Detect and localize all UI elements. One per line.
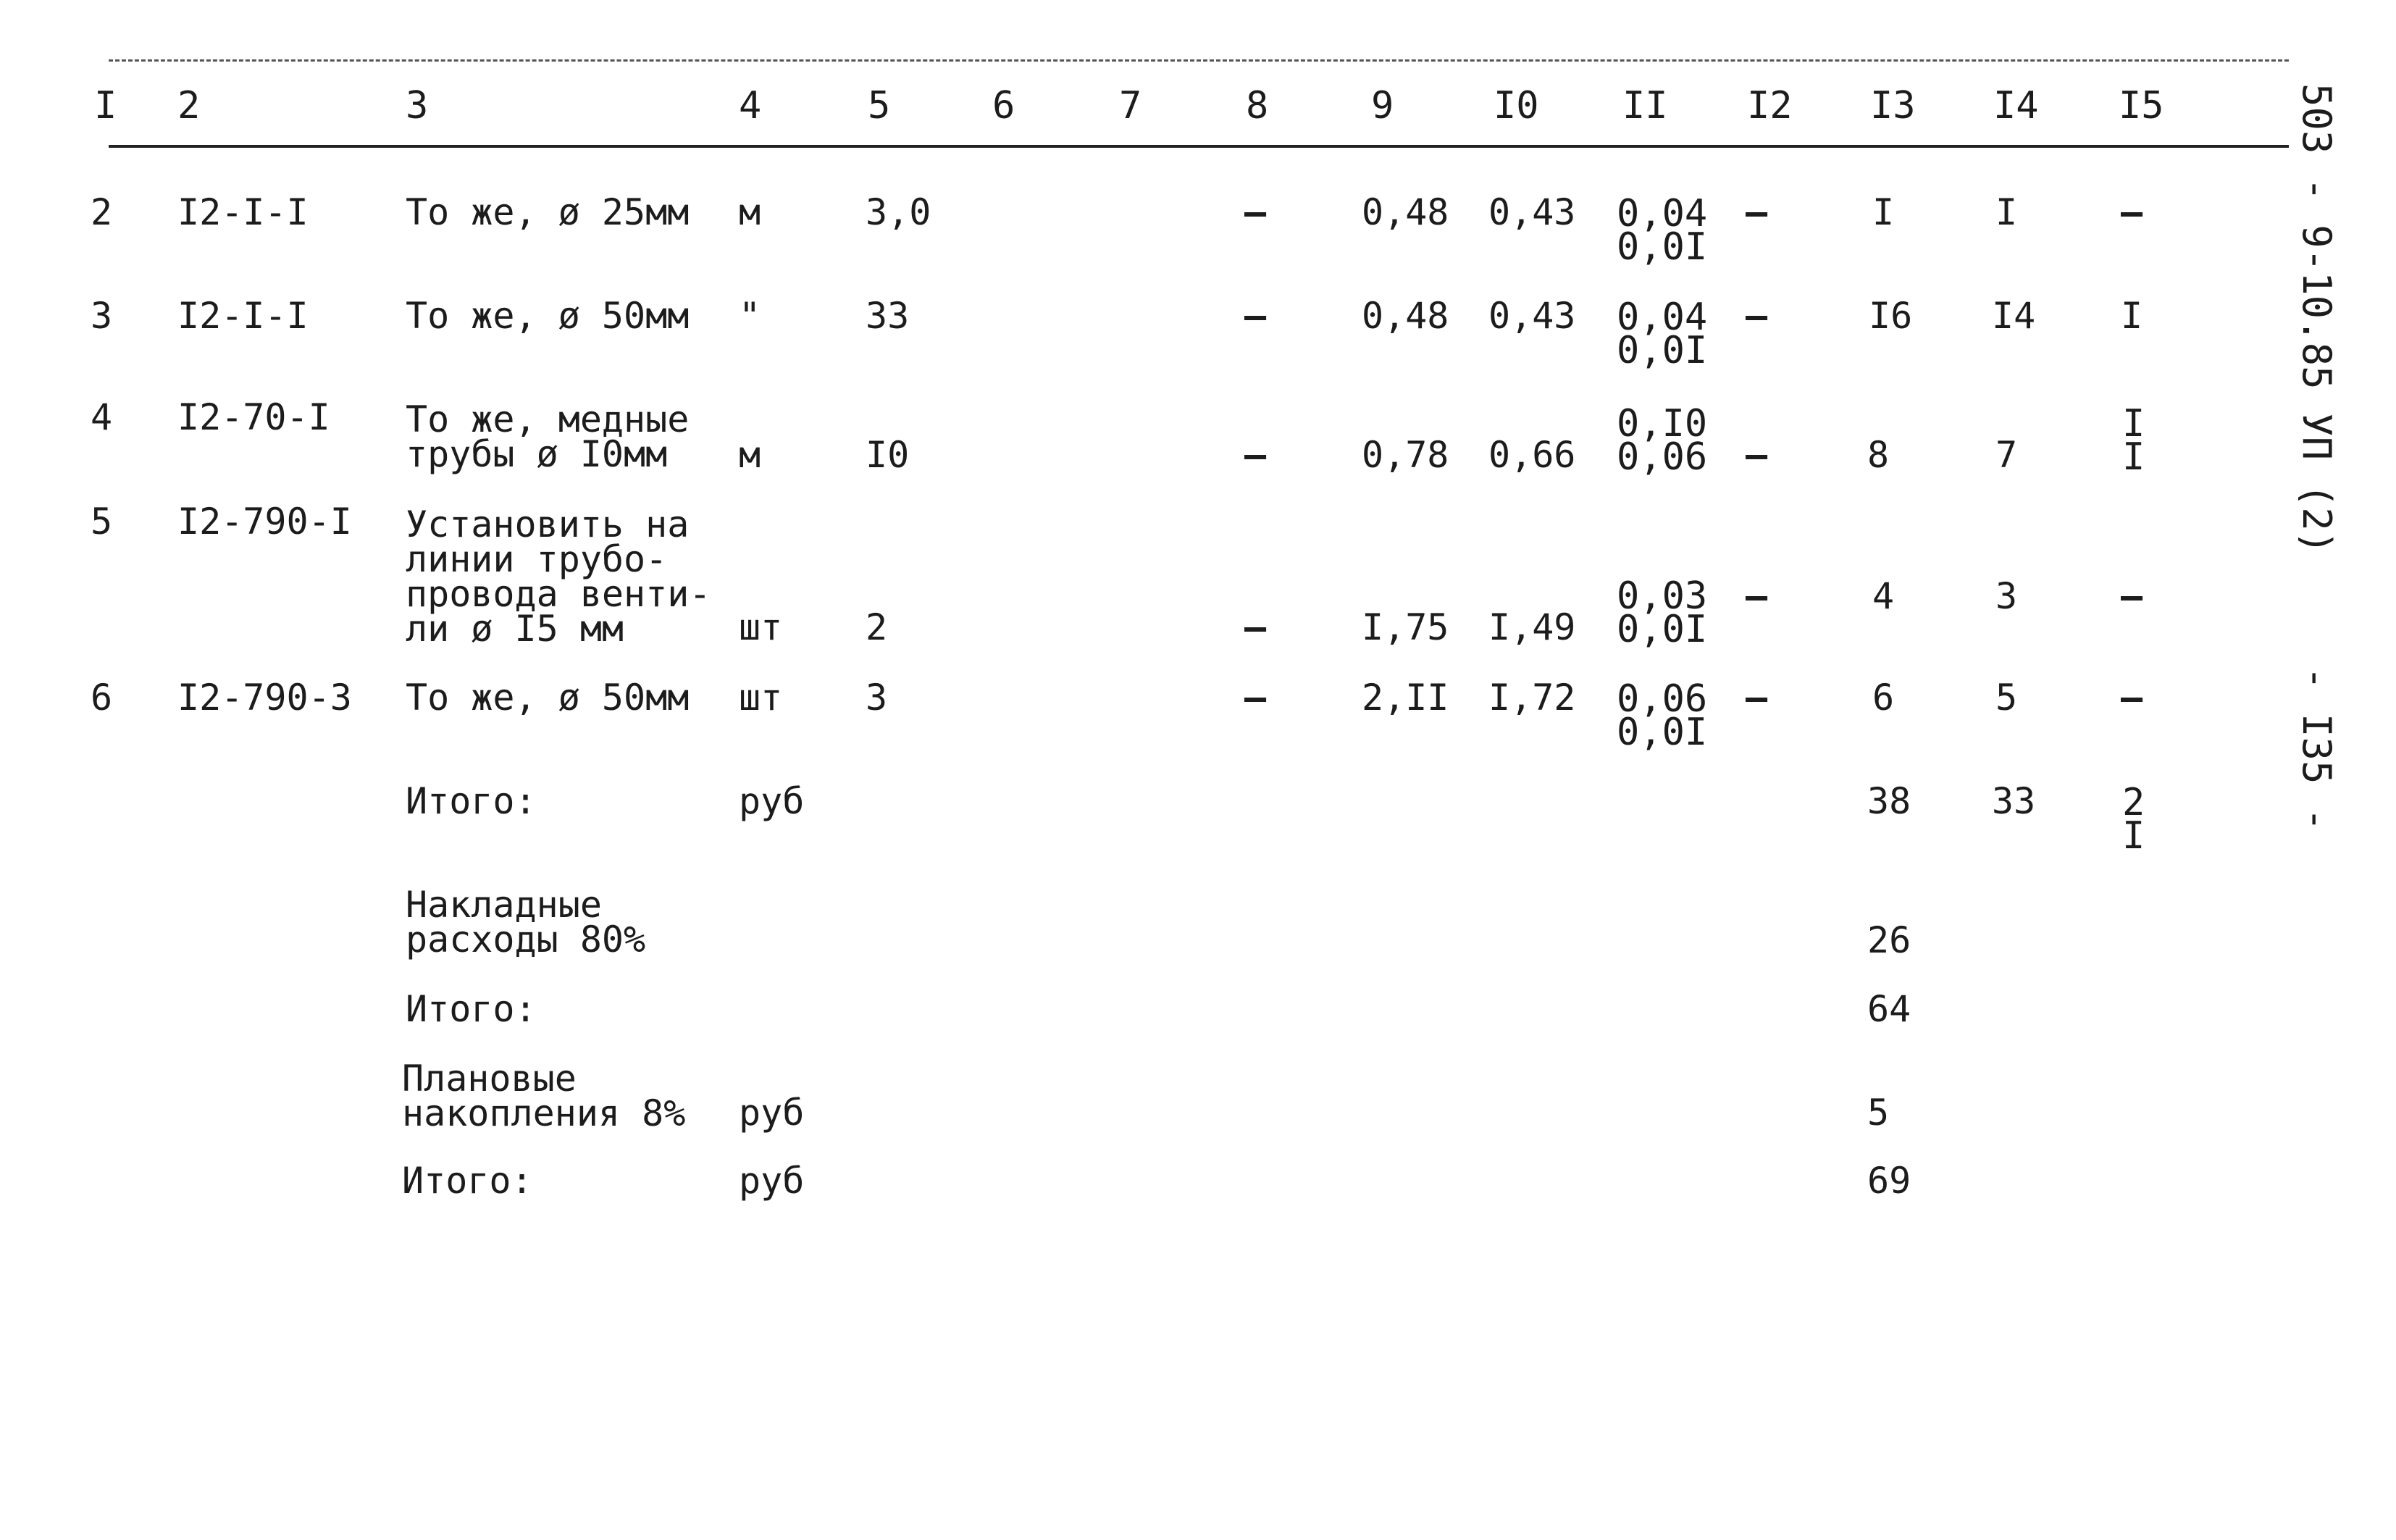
- col13-value: I: [1872, 191, 1895, 233]
- col11-value: [1617, 677, 1708, 754]
- col11-lower: 0,0I: [1617, 225, 1708, 269]
- label-line: Плановые: [402, 1058, 577, 1100]
- col10-value: 0,43: [1488, 295, 1576, 337]
- col9-value: 0,48: [1362, 295, 1449, 337]
- row-number: 5: [91, 501, 113, 543]
- col-header-5: 5: [868, 84, 891, 127]
- col13-value: 8: [1867, 434, 1890, 476]
- col15-upper: 2: [2122, 781, 2145, 824]
- total-col13: 64: [1867, 988, 1911, 1030]
- work-description: То же, ø 25мм: [406, 191, 690, 233]
- unit: шт: [739, 677, 783, 719]
- row-number: 6: [91, 677, 113, 719]
- overhead-label: [406, 884, 646, 961]
- col12-value: –: [1746, 434, 1768, 476]
- col11-upper: 0,03: [1617, 574, 1708, 618]
- description-line: Установить на: [406, 503, 690, 545]
- col12-value: –: [1746, 191, 1768, 233]
- col-header-14: I4: [1993, 84, 2039, 127]
- col15-value: –: [2121, 677, 2143, 719]
- work-description: [406, 503, 711, 650]
- quantity: 2: [866, 606, 888, 648]
- col11-lower: 0,06: [1617, 435, 1708, 479]
- header-rule: [109, 145, 2289, 148]
- col11-value: [1617, 574, 1708, 651]
- col11-upper: 0,I0: [1617, 402, 1708, 445]
- side-page-number: - I35 -: [2294, 666, 2340, 832]
- planned-savings-label: [402, 1058, 686, 1134]
- col15-value: –: [2121, 191, 2143, 233]
- norm-code: I2-I-I: [177, 295, 309, 337]
- total-col13: 38: [1867, 780, 1911, 822]
- col12-value: –: [1746, 677, 1768, 719]
- col14-value: 5: [1995, 677, 2018, 719]
- grand-total-label: Итого:: [402, 1160, 533, 1202]
- col-header-10: I0: [1494, 84, 1539, 127]
- planned-savings-unit: руб: [739, 1092, 805, 1134]
- col11-upper: 0,04: [1617, 192, 1708, 235]
- col8-value: –: [1244, 434, 1267, 476]
- col-header-6: 6: [992, 84, 1015, 127]
- norm-code: I2-790-3: [177, 677, 352, 719]
- overhead-col13: 26: [1867, 919, 1911, 961]
- col12-value: –: [1746, 575, 1768, 617]
- col-header-3: 3: [406, 84, 429, 127]
- col10-value: 0,43: [1488, 191, 1576, 233]
- unit: шт: [739, 606, 783, 648]
- col14-value: 3: [1995, 575, 2018, 617]
- col11-value: [1617, 402, 1708, 479]
- col-header-8: 8: [1246, 84, 1269, 127]
- row-number: 3: [91, 295, 113, 337]
- col-header-7: 7: [1119, 84, 1142, 127]
- grand-total-unit: руб: [739, 1160, 805, 1202]
- col8-value: –: [1244, 677, 1267, 719]
- col10-value: 0,66: [1488, 434, 1576, 476]
- col15-lower: I: [2122, 435, 2145, 479]
- description-line: провода венти-: [406, 573, 711, 615]
- col-header-15: I5: [2119, 84, 2164, 127]
- col11-value: [1617, 296, 1708, 372]
- col8-value: –: [1244, 606, 1267, 648]
- col-header-9: 9: [1371, 84, 1394, 127]
- col10-value: I,72: [1488, 677, 1576, 719]
- col11-value: [1617, 192, 1708, 269]
- col11-upper: 0,04: [1617, 296, 1708, 339]
- quantity: 3,0: [866, 191, 931, 233]
- norm-code: I2-790-I: [177, 501, 352, 543]
- row-number: 2: [91, 191, 113, 233]
- col15-lower: I: [2122, 814, 2145, 858]
- col13-value: I6: [1869, 295, 1913, 337]
- unit: ": [739, 295, 761, 337]
- col9-value: 0,48: [1362, 191, 1449, 233]
- col12-value: –: [1746, 295, 1768, 337]
- description-line: трубы ø I0мм: [406, 433, 668, 475]
- col8-value: –: [1244, 295, 1267, 337]
- col9-value: 2,II: [1362, 677, 1449, 719]
- label-line: Накладные: [406, 884, 602, 926]
- norm-code: I2-I-I: [177, 191, 309, 233]
- work-description: То же, ø 50мм: [406, 295, 690, 337]
- col-header-13: I3: [1870, 84, 1916, 127]
- row-number: 4: [91, 396, 113, 438]
- col9-value: 0,78: [1362, 434, 1449, 476]
- work-description: [406, 398, 690, 475]
- total-label: Итого:: [406, 988, 537, 1030]
- unit: м: [739, 191, 761, 233]
- total-label: Итого:: [406, 780, 537, 822]
- col11-lower: 0,0I: [1617, 711, 1708, 754]
- col13-value: 4: [1872, 575, 1895, 617]
- col15-value: I: [2121, 295, 2143, 337]
- col-header-11: II: [1622, 84, 1668, 127]
- col13-value: 6: [1872, 677, 1895, 719]
- col15-value: –: [2121, 575, 2143, 617]
- unit: м: [739, 434, 761, 476]
- label-line: расходы 80%: [406, 918, 646, 961]
- description-line: линии трубо-: [406, 538, 668, 580]
- col15-value: [2122, 402, 2145, 479]
- top-dashed-rule: [109, 59, 2289, 62]
- col14-value: 7: [1995, 434, 2018, 476]
- col10-value: I,49: [1488, 606, 1576, 648]
- work-description: То же, ø 50мм: [406, 677, 690, 719]
- col-header-4: 4: [739, 84, 762, 127]
- label-line: накопления 8%: [402, 1092, 686, 1134]
- description-line: То же, медные: [406, 398, 690, 440]
- col8-value: –: [1244, 191, 1267, 233]
- col14-value: I4: [1992, 295, 2036, 337]
- norm-code: I2-70-I: [177, 396, 330, 438]
- quantity: 33: [866, 295, 910, 337]
- col9-value: I,75: [1362, 606, 1449, 648]
- planned-savings-col13: 5: [1867, 1092, 1890, 1134]
- col-header-12: I2: [1747, 84, 1793, 127]
- col-header-2: 2: [177, 84, 201, 127]
- col15-upper: I: [2122, 402, 2145, 445]
- quantity: I0: [866, 434, 910, 476]
- side-document-code: 503 - 9-10.85 УП (2): [2294, 83, 2340, 555]
- col11-lower: 0,0I: [1617, 608, 1708, 651]
- col11-upper: 0,06: [1617, 677, 1708, 721]
- total-unit: руб: [739, 780, 805, 822]
- quantity: 3: [866, 677, 888, 719]
- col14-value: I: [1995, 191, 2018, 233]
- total-col14: 33: [1992, 780, 2036, 822]
- grand-total-col13: 69: [1867, 1160, 1911, 1202]
- description-line: ли ø I5 мм: [406, 608, 624, 650]
- col11-lower: 0,0I: [1617, 329, 1708, 372]
- total-col15: [2122, 781, 2145, 858]
- col-header-1: I: [94, 84, 117, 127]
